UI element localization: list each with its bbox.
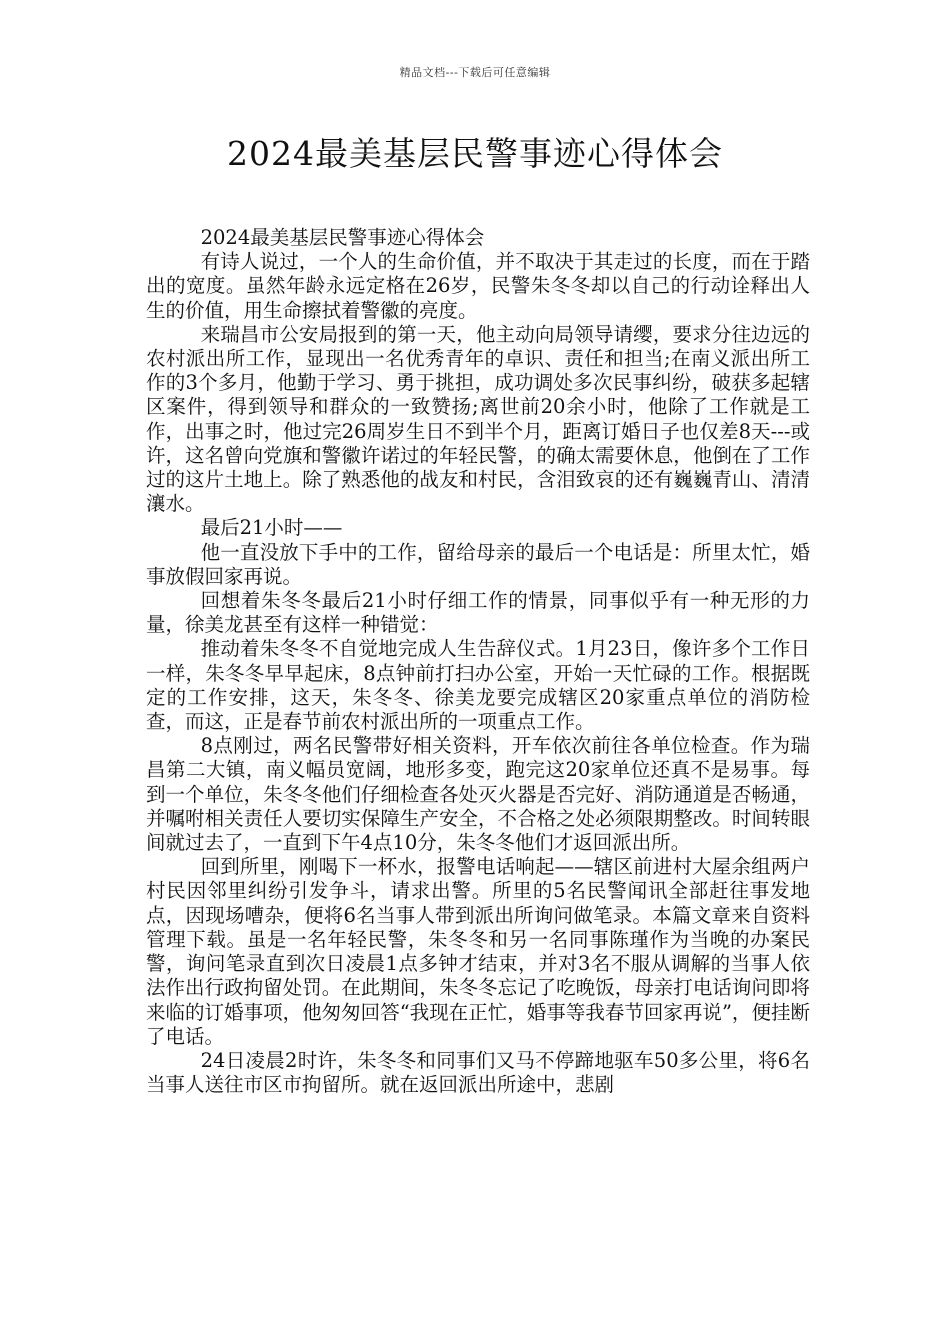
- paragraph: 回想着朱冬冬最后21小时仔细工作的情景，同事似乎有一种无形的力量，徐美龙甚至有这样一种错觉：: [146, 589, 810, 637]
- document-body: [146, 226, 810, 1097]
- paragraph: 24日凌晨2时许，朱冬冬和同事们又马不停蹄地驱车50多公里，将6名当事人送往市区市拘留所。就在返回派出所途中，悲剧: [146, 1048, 810, 1097]
- paragraph: 来瑞昌市公安局报到的第一天，他主动向局领导请缨，要求分往边远的农村派出所工作，显现出一名优秀青年的卓识、责任和担当;在南义派出所工作的3个多月，他勤于学习、勇于挑担，成功调处多次民事纠纷，破获多起辖区案件，得到领导和群众的一致赞扬;离世前20余小时，他除了工作就是工作，出事之时，他过完26周岁生日不到半个月，距离订婚日子也仅差8天---或许，这名曾向党旗和警徽许诺过的年轻民警，的确太需要休息，他倒在了工作过的这片土地上。除了熟悉他的战友和村民，含泪致哀的还有巍巍青山、清清瀼水。: [146, 322, 810, 516]
- page-header-note: 精品文档---下载后可任意编辑: [399, 66, 551, 79]
- paragraph: 他一直没放下手中的工作，留给母亲的最后一个电话是：所里太忙，婚事放假回家再说。: [146, 540, 810, 588]
- paragraph: 推动着朱冬冬不自觉地完成人生告辞仪式。1月23日，像许多个工作日一样，朱冬冬早早起床，8点钟前打扫办公室，开始一天忙碌的工作。根据既定的工作安排，这天，朱冬冬、徐美龙要完成辖区20家重点单位的消防检查，而这，正是春节前农村派出所的一项重点工作。: [146, 637, 810, 734]
- paragraph: 有诗人说过，一个人的生命价值，并不取决于其走过的长度，而在于踏出的宽度。虽然年龄永远定格在26岁，民警朱冬冬却以自己的行动诠释出人生的价值，用生命擦拭着警徽的亮度。: [146, 250, 810, 322]
- paragraph: 8点刚过，两名民警带好相关资料，开车依次前往各单位检查。作为瑞昌第二大镇，南义幅员宽阔，地形多变，跑完这20家单位还真不是易事。每到一个单位，朱冬冬他们仔细检查各处灭火器是否完好、消防通道是否畅通，并嘱咐相关责任人要切实保障生产安全，不合格之处必须限期整改。时间转眼间就过去了，一直到下午4点10分，朱冬冬他们才返回派出所。: [146, 734, 810, 855]
- paragraph-subtitle: 2024最美基层民警事迹心得体会: [200, 226, 485, 249]
- paragraph-section-heading: 最后21小时——: [200, 516, 343, 540]
- paragraph: 回到所里，刚喝下一杯水，报警电话响起——辖区前进村大屋余组两户村民因邻里纠纷引发争斗，请求出警。所里的5名民警闻讯全部赶往事发地点，因现场嘈杂，便将6名当事人带到派出所询问做笔录。本篇文章来自资料管理下载。虽是一名年轻民警，朱冬冬和另一名同事陈瑾作为当晚的办案民警，询问笔录直到次日凌晨1点多钟才结束，并对3名不服从调解的当事人依法作出行政拘留处罚。在此期间，朱冬冬忘记了吃晚饭，母亲打电话询问即将来临的订婚事项，他匆匆回答“我现在正忙，婚事等我春节回家再说”，便挂断了电话。: [146, 855, 810, 1048]
- document-title: 2024最美基层民警事迹心得体会: [227, 134, 723, 173]
